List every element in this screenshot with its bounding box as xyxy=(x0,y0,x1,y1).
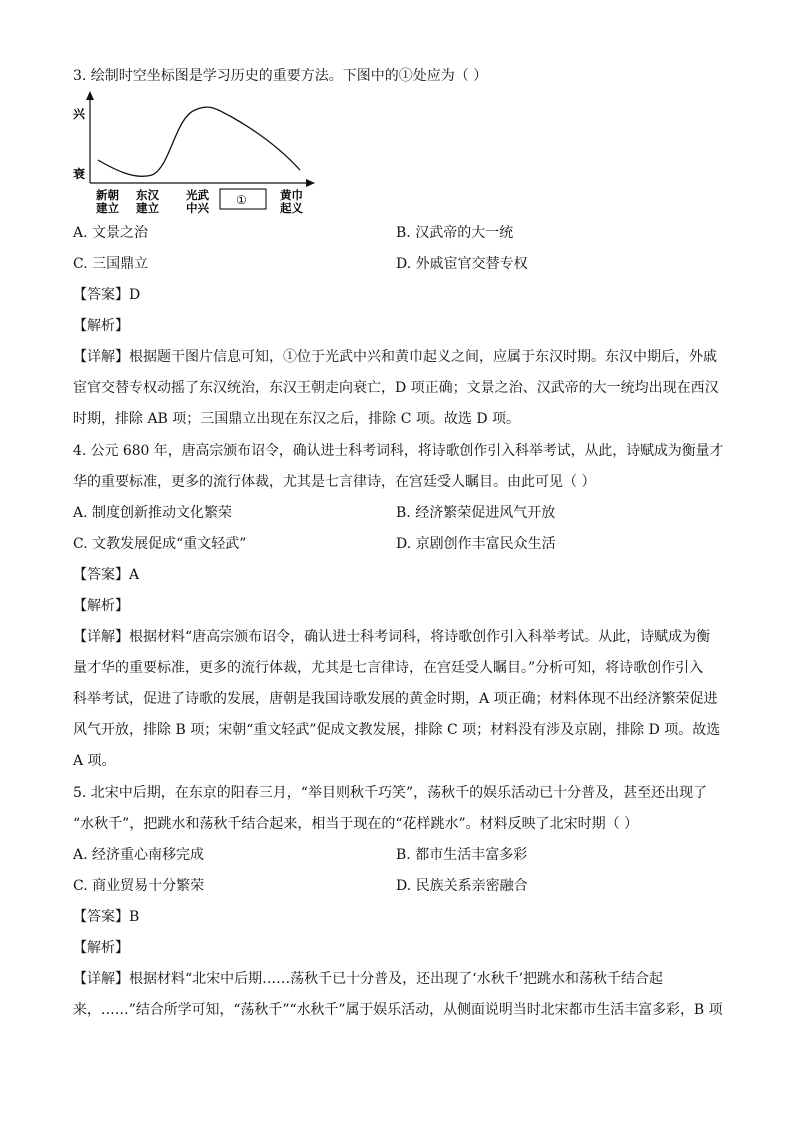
q3-detail-line: 宦官交替专权动摇了东汉统治，东汉王朝走向衰亡，D 项正确；文景之治、汉武帝的大一统均出现在西汉 xyxy=(73,380,719,396)
q4-detail-line: 科举考试，促进了诗歌的发展，唐朝是我国诗歌发展的黄金时期，A 项正确；材料体现不出经济繁荣促进 xyxy=(73,691,718,707)
q3-detail-line: 【详解】根据题干图片信息可知，①位于光武中兴和黄巾起义之间，应属于东汉时期。东汉中期后，外戚 xyxy=(73,349,717,365)
q3-option-a: A. 文景之治 xyxy=(73,225,149,241)
q4-detail-line: 【详解】根据材料“唐高宗颁布诏令，确认进士科考词科，将诗歌创作引入科举考试。从此，诗赋成为衡 xyxy=(73,629,711,645)
q3-answer: 【答案】D xyxy=(73,287,141,303)
q5-detail-line: 来，……”结合所学可知，“荡秋千”“水秋千”属于娱乐活动，从侧面说明当时北宋都市生活丰富多彩，B 项 xyxy=(73,1002,723,1018)
q3-option-b: B. 汉武帝的大一统 xyxy=(396,225,514,241)
q5-option-a: A. 经济重心南移完成 xyxy=(73,847,205,863)
q3-stem: 3. 绘制时空坐标图是学习历史的重要方法。下图中的①处应为（ ） xyxy=(73,68,488,84)
q5-answer: 【答案】B xyxy=(73,909,140,925)
q4-detail-line: 量才华的重要标准，更多的流行体裁，尤其是七言律诗，在宫廷受人瞩目。”分析可知，将诗歌创作引入 xyxy=(73,660,704,676)
rise-fall-curve xyxy=(98,107,300,176)
x-label-1a: 新朝 xyxy=(96,188,119,202)
q4-option-d: D. 京剧创作丰富民众生活 xyxy=(396,536,556,552)
y-low-label: 衰 xyxy=(73,167,86,181)
q4-detail-line: A 项。 xyxy=(73,753,116,769)
q4-detail-line: 风气开放，排除 B 项；宋朝“重文轻武”促成文教发展，排除 C 项；材料没有涉及京剧，排除 D 项。故选 xyxy=(73,722,721,738)
q5-detail-line: 【详解】根据材料“北宋中后期……荡秋千已十分普及，还出现了‘水秋千’把跳水和荡秋千结合起 xyxy=(73,971,664,987)
q5-option-b: B. 都市生活丰富多彩 xyxy=(396,847,528,863)
q4-option-c: C. 文教发展促成“重文轻武” xyxy=(73,536,247,552)
q4-stem-line: 4. 公元 680 年，唐高宗颁布诏令，确认进士科考词科，将诗歌创作引入科举考试，从此，诗赋成为衡量才 xyxy=(73,443,724,459)
q4-answer: 【答案】A xyxy=(73,567,140,583)
x-label-2a: 东汉 xyxy=(136,188,159,202)
x-label-3a: 光武 xyxy=(186,188,209,202)
x-label-4b: 起义 xyxy=(280,201,303,215)
x-label-4a: 黄巾 xyxy=(280,188,303,202)
q4-analysis-heading: 【解析】 xyxy=(73,598,129,614)
x-label-3b: 中兴 xyxy=(186,201,209,215)
q4-option-a: A. 制度创新推动文化繁荣 xyxy=(73,505,233,521)
q5-stem-line: “水秋千”，把跳水和荡秋千结合起来，相当于现在的“花样跳水”。材料反映了北宋时期（ ） xyxy=(73,816,639,832)
q4-stem-line: 华的重要标准，更多的流行体裁，尤其是七言律诗，在宫廷受人瞩目。由此可见（ ） xyxy=(73,474,596,490)
q3-timeline-figure xyxy=(70,88,330,218)
blank-box-label: ① xyxy=(236,193,247,207)
q3-option-c: C. 三国鼎立 xyxy=(73,256,149,272)
q3-detail-line: 时期，排除 AB 项；三国鼎立出现在东汉之后，排除 C 项。故选 D 项。 xyxy=(73,411,521,427)
q5-option-c: C. 商业贸易十分繁荣 xyxy=(73,878,205,894)
y-high-label: 兴 xyxy=(73,107,86,121)
q5-stem-line: 5. 北宋中后期，在东京的阳春三月，“举目则秋千巧笑”，荡秋千的娱乐活动已十分普及，甚至还出现了 xyxy=(73,785,708,801)
q3-option-d: D. 外戚宦官交替专权 xyxy=(396,256,528,272)
x-label-2b: 建立 xyxy=(136,201,159,215)
x-label-1b: 建立 xyxy=(96,201,119,215)
q5-option-d: D. 民族关系亲密融合 xyxy=(396,878,528,894)
q4-option-b: B. 经济繁荣促进风气开放 xyxy=(396,505,556,521)
q3-analysis-heading: 【解析】 xyxy=(73,318,129,334)
q5-analysis-heading: 【解析】 xyxy=(73,940,129,956)
